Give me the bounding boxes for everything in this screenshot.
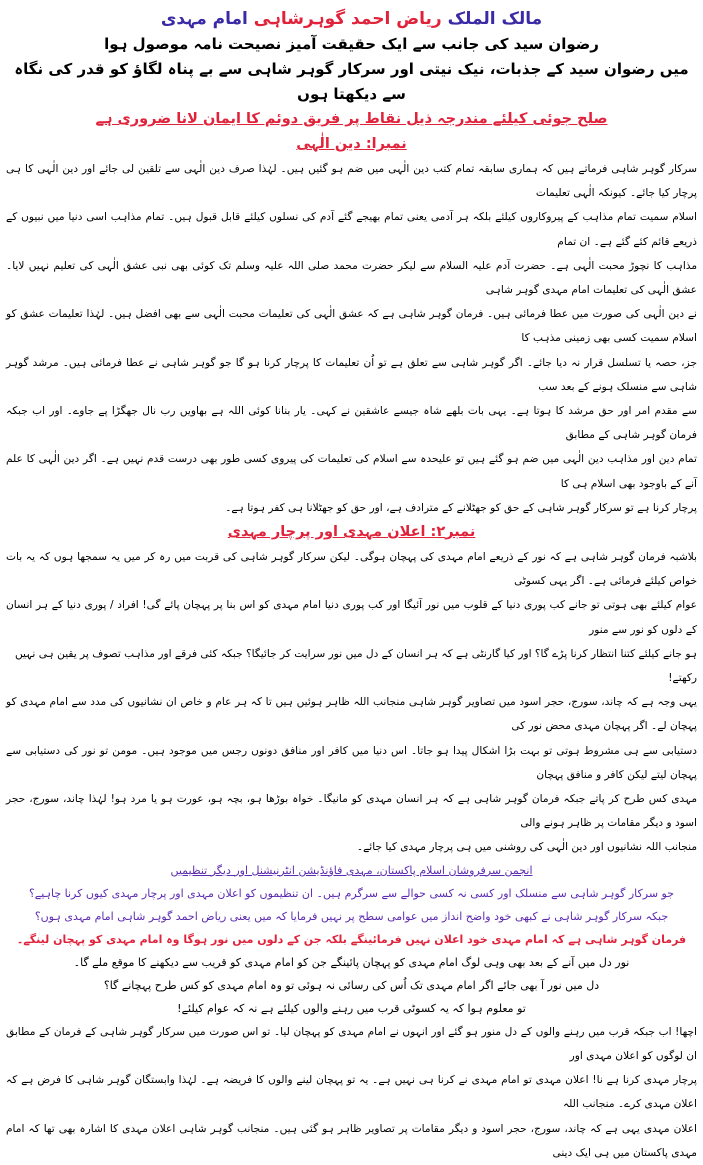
point2-line: دستیابی سے ہی مشروط ہوتی تو بہت بڑا اشکال پیدا ہو جاتا۔ اس دنیا میں کافر اور منافق دونوں رجس میں موجود ہیں۔ مومن تو نور کی دستیابی سے پہچان لیتے لیکن کافر و منافق پہچان bbox=[6, 744, 697, 781]
question-line: نور دل میں آنے کے بعد بھی وہی لوگ امام مہدی کو پہچان پائینگے جن کو امام مہدی کو قریب سے دیکھنے کا موقع ملے گا۔ bbox=[73, 955, 630, 969]
closing-line: اچھا! اب جبکہ قرب میں رہنے والوں کے دل منور ہو گئے اور انہوں نے امام مہدی کو پہچان لیا۔ تو اس صورت میں سرکار گوہر شاہی کے فرمان کے مطابق ان لوگوں کو اعلان مہدی اور bbox=[6, 1025, 697, 1062]
point1-line: جز، حصہ یا تسلسل قرار نہ دیا جائے۔ اگر گوہر شاہی سے تعلق ہے تو اُن تعلیمات کا پرچار کرنا ہو گا جو گوہر شاہی نے عطا فرمائی ہیں۔ مرشد گوہر شاہی سے منسلک ہونے کے بعد سب bbox=[6, 356, 697, 393]
closing-line: پرچار مہدی کرنا ہے نا! اعلان مہدی تو امام مہدی نے کرنا ہی نہیں ہے۔ یہ تو پہچان لینے والوں کا فریضہ ہے۔ لہٰذا وابستگان گوہر شاہی کا فرض ہے کہ اعلان مہدی کرے۔ منجانب اللہ bbox=[6, 1074, 697, 1111]
point2-line: یہی وجہ ہے کہ چاند، سورج، حجر اسود میں تصاویر گوہر شاہی منجانب اللہ ظاہر ہوئیں ہیں تا کہ ہر عام و خاص ان نشانیوں کی مدد سے امام مہدی کو پہچان لے۔ اگر پہچان مہدی محض نور کی bbox=[6, 696, 697, 733]
closing-line: اعلان مہدی یہی ہے کہ چاند، سورج، حجر اسود و دیگر مقامات پر تصاویر ظاہر ہو گئی ہیں۔ منجانب گوہر شاہی اعلان مہدی کا اشارہ بھی تھا کہ امام مہدی پاکستان میں ہی ایک دینی bbox=[6, 1122, 697, 1159]
point2-line: منجانب اللہ نشانیوں اور دین الٰہی کی روشنی میں ہی پرچار مہدی کیا جائے۔ bbox=[356, 841, 697, 854]
point1-line: نے دین الٰہی کی صورت میں عطا فرمائی ہیں۔ فرمان گوہر شاہی ہے کہ عشق الٰہی کی تعلیمات محبت الٰہی سے بھی افضل ہیں۔ لہٰذا تعلیمات عشق کو اسلام سمیت کسی بھی زمینی مذہب کا bbox=[6, 308, 697, 345]
point1-line: پرچار کرنا ہے تو سرکار گوہر شاہی کے حق کو جھٹلانے کے مترادف ہے، اور حق کو جھٹلانا ہی کفر ہوتا ہے۔ bbox=[225, 501, 697, 514]
point1-body bbox=[6, 157, 697, 520]
title-prefix: مالک الملک bbox=[447, 9, 543, 29]
point1-line: تمام دین اور مذاہب دین الٰہی میں ضم ہو گئے ہیں تو علیحدہ سے اسلام کی تعلیمات کی پیروی کسی طور بھی درست قدم نہیں ہے۔ اگر دین الٰہی کا علم آنے کے باوجود بھی اسلام ہی کا bbox=[6, 453, 697, 490]
subtitle-received: رضوان سید کی جانب سے ایک حقیقت آمیز نصیحت نامہ موصول ہوا bbox=[104, 35, 599, 53]
title-name: ریاض احمد گوہرشاہی bbox=[253, 9, 442, 29]
point1-line: سے مقدم امر اور حق مرشد کا ہوتا ہے۔ یہی بات بلھے شاہ جیسے عاشقین نے کہی۔ یار بنانا کوئی اللہ ہے بھاویں رب نال جھگڑا پے جاوے۔ اور اب جبکہ فرمان گوہر شاہی کے مطابق bbox=[6, 405, 697, 442]
point1-line: اسلام سمیت تمام مذاہب کے پیروکاروں کیلئے بلکہ ہر آدمی یعنی تمام بھیجے گئے آدم کی نسلوں کیلئے قابل قبول ہیں۔ تمام مذاہب اسی دنیا میں نبیوں کے ذریعے قائم کئے گئے ہے۔ ان تمام bbox=[6, 211, 697, 248]
closing-body bbox=[6, 1020, 697, 1165]
point2-body bbox=[6, 545, 697, 860]
questions-block bbox=[6, 882, 697, 1020]
point1-line: سرکار گوہر شاہی فرماتے ہیں کہ ہماری سابقہ تمام کتب دین الٰہی میں ضم ہو گئیں ہیں۔ لہٰذا صرف دین الٰہی سے تلقین لی جائے اور دین الٰہی کا ہی پرچار کیا جائے۔ کیونکہ الٰہی تعلیمات bbox=[6, 163, 697, 200]
question-line: دل میں نور آ بھی جائے اگر امام مہدی تک اُس کی رسائی نہ ہوئی تو وہ امام مہدی کو کس طرح پہچانے گا؟ bbox=[103, 978, 600, 992]
point1-heading: نمبرا: دین الٰہی bbox=[296, 136, 407, 152]
question-line: جبکہ سرکار گوہر شاہی نے کبھی خود واضح انداز میں عوامی سطح پر نہیں فرمایا کہ میں یعنی ریاض احمد گوہر شاہی امام مہدی ہوں؟ bbox=[34, 909, 669, 923]
point2-line: بلاشبہ فرمان گوہر شاہی ہے کہ نور کے ذریعے امام مہدی کی پہچان ہوگی۔ لیکن سرکار گوہر شاہی کی قربت میں رہ کر میں یہ سمجھا ہوں کہ یہ بات خواص کیلئے فرمائی ہے۔ اگر یہی کسوٹی bbox=[6, 551, 697, 588]
point2-line: عوام کیلئے بھی ہوتی تو جانے کب پوری دنیا کے قلوب میں نور آئیگا اور کب پوری دنیا امام مہدی کو اس بنا پر پہچان پائے گی! افراد / پوری دنیا کے ہر انسان کے دلوں کو نور سے منور bbox=[6, 599, 697, 636]
point2-line: ہو جانے کیلئے کتنا انتظار کرنا پڑے گا؟ اور کیا گارنٹی ہے کہ ہر انسان کے دل میں نور سرایت کر جائیگا؟ جبکہ کئی فرقے اور مذاہب تصوف پر یقین ہی نہیں رکھتے! bbox=[14, 647, 697, 685]
point1-line: مذاہب کا نچوڑ محبت الٰہی ہے۔ حضرت آدم علیہ السلام سے لیکر حضرت محمد صلی اللہ علیہ وسلم تک کوئی بھی نبی عشق الٰہی کی تعلیم نہیں لایا۔ عشق الٰہی کی تعلیمات امام مہدی گوہر شاہی bbox=[6, 259, 697, 297]
question-line: فرمان گوہر شاہی ہے کہ امام مہدی خود اعلان نہیں فرمائینگے بلکہ جن کے دلوں میں نور ہوگا وہ امام مہدی کو پہچان لینگے۔ bbox=[16, 932, 687, 946]
question-line: تو معلوم ہوا کہ یہ کسوٹی قرب میں رہنے والوں کیلئے ہے نہ کہ عوام کیلئے! bbox=[177, 1001, 526, 1015]
question-line: جو سرکار گوہر شاہی سے منسلک اور کسی نہ کسی حوالے سے سرگرم ہیں۔ ان تنظیموں کو اعلان مہدی اور پرچار مہدی کیوں کرنا چاہیے؟ bbox=[28, 886, 675, 900]
point2-heading: نمبر۲: اعلان مہدی اور پرچار مہدی bbox=[227, 524, 476, 541]
organizations-heading: انجمن سرفروشان اسلام پاکستان، مہدی فاؤنڈیشن انٹرنیشنل اور دیگر تنظیمیں bbox=[170, 863, 533, 877]
subtitle-regard: میں رضوان سید کے جذبات، نیک نیتی اور سرکار گوہر شاہی سے بے پناہ لگاؤ کو قدر کی نگاہ سے دیکھتا ہوں bbox=[14, 60, 689, 103]
conciliation-heading: صلح جوئی کیلئے مندرجہ ذیل نقاط پر فریق دوئم کا ایمان لانا ضروری ہے bbox=[95, 111, 608, 127]
page-title bbox=[6, 6, 697, 32]
point2-line: مہدی کس طرح کر پاتے جبکہ فرمان گوہر شاہی ہے کہ ہر انسان مہدی کو مانیگا۔ خواہ بوڑھا ہو، بچہ ہو، عورت ہو یا مرد ہو! لہٰذا چاند، سورج، حجر اسود و دیگر مقامات پر ظاہر ہونے والی bbox=[6, 793, 697, 830]
title-suffix: امام مہدی bbox=[160, 9, 248, 29]
